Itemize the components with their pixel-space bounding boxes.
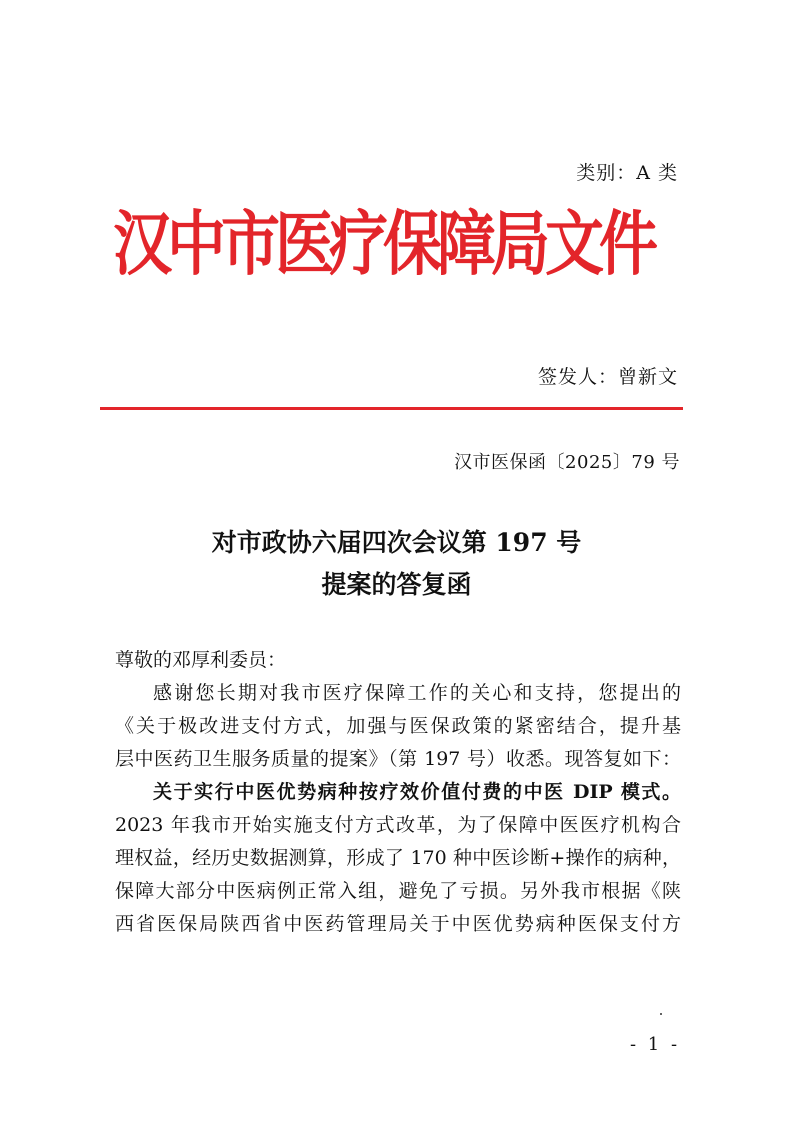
body-line: 西省医保局陕西省中医药管理局关于中医优势病种医保支付方 [115,913,681,935]
body-line: 层中医药卫生服务质量的提案》（第 197 号）收悉。现答复如下： [115,748,681,770]
document-category: 类别：A 类 [576,162,678,184]
body-line: 感谢您长期对我市医疗保障工作的关心和支持，您提出的 [153,682,681,704]
salutation: 尊敬的邓厚利委员： [115,649,287,671]
scan-dot [660,1013,662,1015]
section-heading: 关于实行中医优势病种按疗效价值付费的中医 DIP 模式。 [153,781,681,803]
document-number: 汉市医保函〔2025〕79 号 [454,452,680,473]
subject-line-1: 对市政协六届四次会议第 197 号 [211,528,582,557]
page-number: - 1 - [630,1034,681,1055]
subject-line-2: 提案的答复函 [321,570,472,599]
letter-body [115,644,681,941]
red-divider [100,407,683,410]
body-line: 理权益，经历史数据测算，形成了 170 种中医诊断+操作的病种， [115,847,681,869]
body-line: 保障大部分中医病例正常入组，避免了亏损。另外我市根据《陕 [115,880,681,902]
signer: 签发人：曾新文 [537,366,678,388]
document-subject [0,522,793,606]
body-line: 2023 年我市开始实施支付方式改革，为了保障中医医疗机构合 [115,814,681,836]
issuer-title: 汉中市医疗保障局文件 [113,203,654,285]
body-line: 《关于极改进支付方式，加强与医保政策的紧密结合，提升基 [115,715,681,737]
